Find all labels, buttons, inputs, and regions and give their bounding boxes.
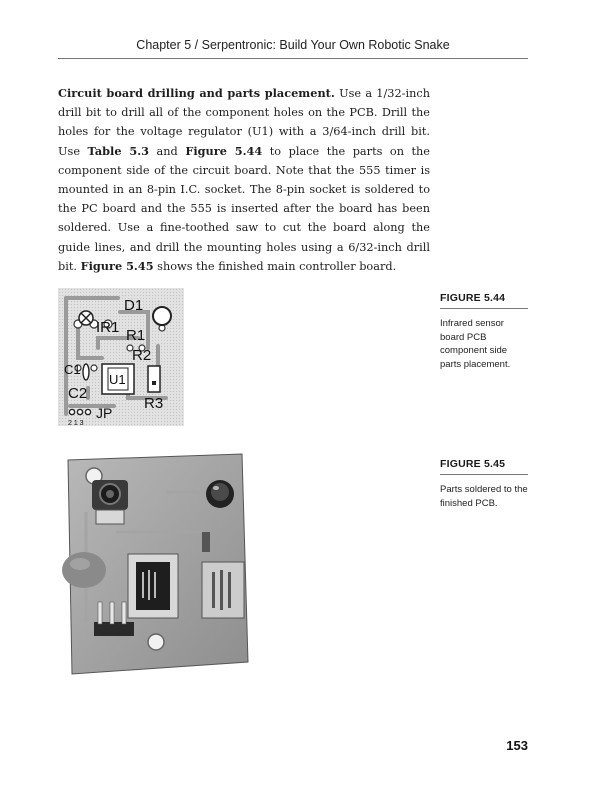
silk-r1: R1: [126, 327, 146, 344]
silk-r3: R3: [144, 395, 164, 412]
silk-pin-numbers: 2 1 3: [68, 420, 84, 426]
figure-5-45-caption-text: Parts soldered to the finished PCB.: [440, 484, 528, 509]
body-paragraph: [58, 84, 430, 276]
running-head: Chapter 5 / Serpentronic: Build Your Own Robotic Snake: [136, 38, 450, 52]
silk-c1: C1: [64, 362, 81, 377]
finished-pcb-photo: [56, 452, 250, 678]
silk-d1: D1: [124, 297, 144, 314]
pcb-layout-figure: [58, 288, 184, 426]
body-text-4: shows the finished main controller board.: [153, 259, 397, 273]
silk-ir1: IR1: [96, 319, 120, 336]
header-rule: [58, 58, 528, 59]
figure-5-44-caption: [440, 292, 528, 371]
figure-5-44-label: FIGURE 5.44: [440, 292, 528, 309]
body-text-1: Use a 1/32-inch drill bit to drill all of the component holes on the PCB. Drill the holes for the voltage regulator (U1) with a 3/64-inch drill bit. Use: [58, 87, 430, 158]
figure-reference-5-44: Figure 5.44: [185, 143, 263, 158]
silk-u1: U1: [109, 372, 126, 387]
table-reference: Table 5.3: [87, 143, 150, 158]
silk-r2: R2: [132, 347, 152, 364]
figure-5-45-label: FIGURE 5.45: [440, 458, 528, 475]
silk-c2: C2: [68, 385, 88, 402]
figure-5-45-caption: [440, 458, 528, 510]
figure-reference-5-45: Figure 5.45: [80, 258, 154, 273]
body-text-3: to place the parts on the component side of the circuit board. Note that the 555 timer is mounted in an 8-pin I.C. socket. The 8-pin socket is soldered to the PC board and the 555 is inserted after the board has been soldered. Use a fine-toothed saw to cut the board along the guide lines, and drill the mounting holes using a 6/32-inch drill bit.: [58, 144, 430, 273]
page-number: 153: [506, 738, 528, 753]
figure-5-44-caption-text: Infrared sensor board PCB component side parts placement.: [440, 318, 511, 370]
runin-heading: Circuit board drilling and parts placement.: [58, 86, 335, 100]
silk-jp: JP: [96, 405, 113, 421]
body-text-2: and: [149, 144, 186, 158]
